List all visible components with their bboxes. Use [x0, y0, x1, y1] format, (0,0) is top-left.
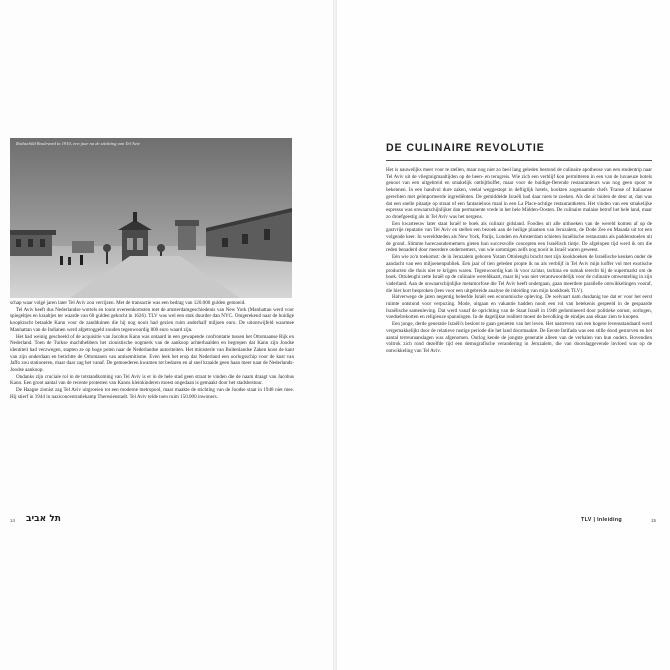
hebrew-title: תל אביב: [26, 514, 61, 524]
paragraph: Het is nauwelijks meer voor te stellen, maar nog niet zo heel lang geleden bestond de culinaire apotheose van een studentrip naar Tel Aviv uit de vliegtuigmaaltijden op de heen- en terugreis. Wie zich een verblijf kon permitteren in een van de luxueuze hotels genoot van een uitgebreid en smakelijk ontbijtbuffet, maar voor de buidige-flerende restauranteurs was nog geen spoor te bekennen. In een handvol dure zaken, veelal weggestopt in deftiglijk hotels, kookten zogenaamde chefs 'Franse of Italiaanse gerechten met geïmporteerde ingrediënten. De gemiddelde Israëli had daar niets te zoeken. Als die al buiten de deur at, dan was dat een snelle pitaatje op straat of een fantasieloos maal in een La Place-achtige restaurantketen. Het vinden van een smakelijke espresso was onwaarschijnlijker dan permanente vrede in het hele Midden-Oosten. De culinaire malaise betrof het hele land, maar zo droefgeestig als in Tel Aviv was het nergens.: [386, 167, 652, 220]
paragraph: schap waar volgé jaren later Tel Aviv zou verrijzen. Met de transactie was een bedrag van 120.000 gulden gemoeid.: [10, 300, 246, 306]
historic-photo: [10, 138, 292, 298]
historic-street-photo-icon: [10, 138, 292, 298]
left-body-text: [10, 300, 294, 401]
page-number-right: 15: [651, 518, 656, 523]
book-gutter: [333, 0, 337, 670]
paragraph: Halverwege de jaren negentig beleefde Israël een economische opleving. De welvaart nam dusdanig toe dat er voor het eerst ruimte ontstond voor verpozing. Mode, uitgaan en vakantie hadden nooit een rol van betekenis gespeeld in de gespaarde Israëlische samenleving. Dat werd vanaf de oprichting van de Staat Israël in 1948 gedomineerd door politieke onrust, oorlogen, voedselrekorten en religieuze spanningen. In de dagelijkse realiteit moest de bevolking de eindjes aan elkaar zien te knopen.: [386, 294, 652, 321]
paragraph: Tel Aviv heeft dus Nederlandse wortels en toont overeenkomsten met de amsterdamgeschiedenis van New York (Manhattan werd voor spiegeltjes en kraaltjes ter waarde van 60 gulden gekocht in 1626). TLV was wel een stuk duurder dan NYC. Omgerekend naar de huidige koopkracht betaalde Kann voor de zandduinen die hij nog nooit had gezien ruim anderhalf miljoen euro. De uitontwijfeld waarmee Manhattan van de Indianen werd afgetroggeld zouden tegenwoordig 800 euro waard zijn.: [10, 306, 294, 333]
photo-caption: Rothschild Boulevard in 1910, een jaar na de stichting van Tel Aviv: [16, 141, 140, 146]
running-head: TLV | Inleiding: [581, 517, 622, 523]
paragraph: Een jonge, derde generatie Israëli's besloot te gaan genieten van het leven. Het nastreven van een hogere levensstandaard werd vergemakkelijkt door de relatieve rustige periode die het land doormaakte. De Eerste Intifada was een stille dood gestorven en het aantal terreuraanslagen was afgenomen. Oorlog kende de jongste generatie alleen van de verhalen van hun ouders. Bovendien voltrok zich rond dezelfde tijd een demografische verandering in Jeruzalem, die van doorslaggevende invloed was op de ontwikkeling van Tel Aviv.: [386, 321, 652, 354]
paragraph: Het had weinig gescheeld of de acquisitie van Jacobus Kann was ontaard in een gewapende confrontatie tussen het Ottomaanse Rijk en Nederland. Toen de Turkse machthebbers het zionistische oogmerk van de aankoop achterhaalden en begrepen dat Kann zijn Joodse identiteit had verzwegen, stapten ze op hoge poten naar de Nederlandse autoriteiten. Het ministerie van Buitenlandse Zaken koos de kant van zijn onderdaan en betichtte de Ottomanen van antisemitisme. Even leek het erop dat Nederland een oorlogsschip voor de kust van Jaffo zou stationeren, maar daar zag het vanaf. De gemoederen kwamen tot bedaren en al snel kraaide geen haan meer naar de Nederlands-Joodse aankoop.: [10, 333, 294, 374]
chapter-heading: DE CULINAIRE REVOLUTIE: [386, 142, 545, 154]
paragraph: Eén wie zo'n toekomst: de in Jeruzalem geboren Yotam Ottolenghi bracht met zijn kookboeken de Israëlische keuken onder de aandacht van een miljoenenpubliek. Een jaar of tien geleden propte ik nu als verblijf in Tel Aviv mijn koffer vol met exotische producten die thuis niet te krijgen waren. Tegenwoordig kan ik voor za'atar, tachina en sumak terecht bij de supermarkt om de hoek. Ottolenghi zette Israël op de culinaire wereldkaart, maar hij was niet verantwoordelijk voor de culinaire omwenteling in zijn vaderland. Aan de onwaarschijnlijke metamorfose die Tel Aviv heeft ondergaan, gaan meerdere parallelle ontwikkelingen vooraf, die hier kort besproken (lees voor een uitgebreide analyse de inleiding van mijn kookboek TLV).: [386, 254, 652, 294]
page-number-left: 14: [10, 518, 15, 523]
paragraph: De Haagse zionist zag Tel Aviv uitgroeien tot een moderne metropool, maar maakte de stichting van de Joodse staat in 1948 niet mee. Hij stierf in 1944 in naziconcentratiekamp Theresienstadt. Tel Aviv telde toen ruim 150.000 inwoners.: [10, 387, 294, 400]
paragraph: Ondanks zijn cruciale rol in de totstandkoming van Tel Aviv is er in de hele stad geen straat te vinden die de naam draagt van Jacobus Kann. Een groot aantal van de recente protesten van Kanns kleinkinderen moest ongedaan is gemaakt door het stadsbestuur.: [10, 373, 294, 387]
paragraph: Een kwarteeuw later staat Israël te boek als culinair gidsland. Foodies uit alle uithoeken van de wereld komen af op de gastvrije reputatie van Tel Aviv en stellen een bezoek aan de heilige plaatsen van Jeruzalem, de Dode Zee en Masada uit tot een volgende keer. In wereldsteden als New York, Parijs, Londen en Amsterdam schieten Israëlische restaurants als paddenstoelen uit de grond. Slimme horecaondernemers gieten hun succesvolle concepten een Israëlisch tintje. De afgelopen tijd werd ik om die reden benaderd door meerdere ondernemers, van wie sommigen zelfs nog nooit in Israël waren geweest.: [386, 220, 652, 254]
heading-rule: [386, 160, 652, 161]
right-body-text: [386, 167, 652, 355]
